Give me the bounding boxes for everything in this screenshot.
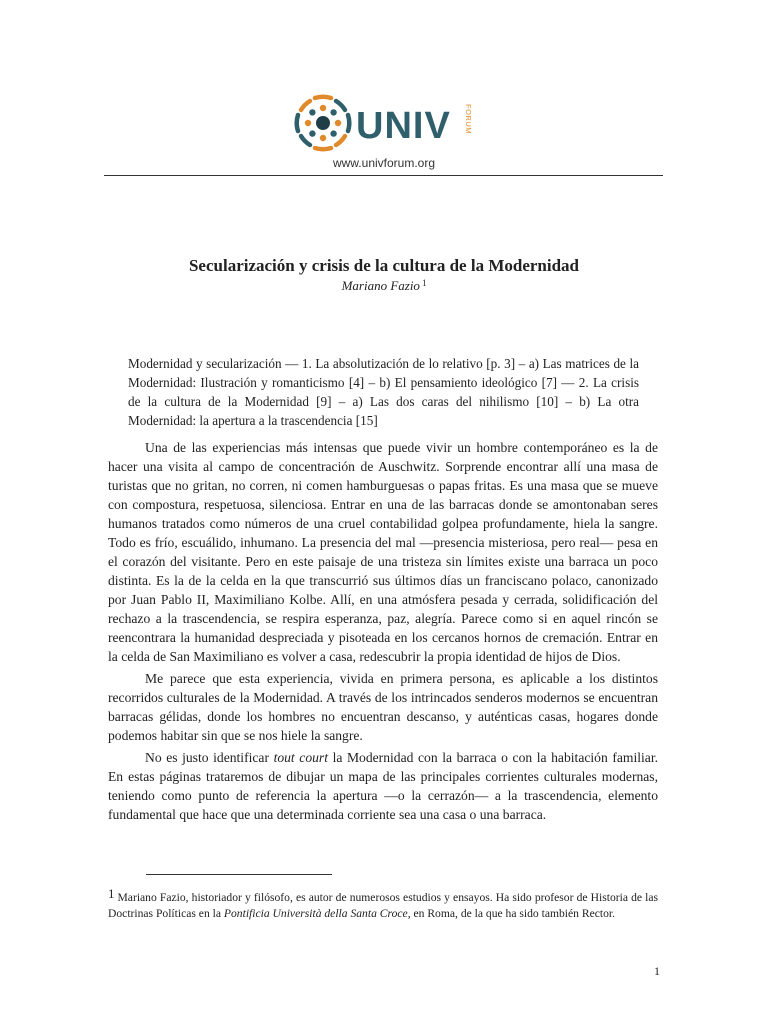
page-number: 1 — [654, 964, 660, 978]
footnote-text-end: , en Roma, de la que ha sido también Rector. — [407, 907, 616, 920]
table-of-contents-summary: Modernidad y secularización — 1. La absolutización de lo relativo [p. 3] – a) Las matrices de la Modernidad: Ilustración y romanticismo [4] – b) El pensamiento ideológico [7] — 2. La crisis de la cultura de la Modernidad [9] – a) Las dos caras del nihilismo [10] – b) La otra Modernidad: la apertura a la trascendencia [15] — [128, 356, 639, 428]
footnote — [108, 886, 658, 922]
paragraph-2: Me parece que esta experiencia, vivida en primera persona, es aplicable a los distintos recorridos culturales de la Modernidad. A través de los intrincados senderos modernos se encuentran barracas gélidas, donde los hombres no encuentran descanso, y auténticas casas, hogares donde podemos habitar sin que se nos hiele la sangre. — [108, 671, 658, 743]
paragraph-3-end: la Modernidad con la barraca o con la habitación familiar. En estas páginas trataremos de dibujar un mapa de las principales corrientes culturales modernas, teniendo como punto de referencia la apertura —o la cerrazón— a la trascendencia, elemento fundamental que hace que una determinada corriente sea una casa o una barraca. — [108, 750, 659, 822]
site-url: www.univforum.org — [332, 156, 436, 170]
paragraph-3-italic: tout court — [273, 750, 328, 765]
univ-forum-logo — [292, 92, 482, 154]
footnote-text-start: Mariano Fazio, historiador y filósofo, es autor de numerosos estudios y ensayos. Ha sido profesor de Historia de las Doctrinas Políticas en la — [108, 891, 658, 920]
footnote-divider — [146, 874, 332, 875]
paragraph-3 — [108, 748, 658, 824]
author-footnote-ref: 1 — [421, 278, 427, 288]
logo-wordmark: UNIV — [356, 105, 451, 147]
univ-forum-logo-graphic — [292, 92, 482, 154]
logo-center-dot — [316, 116, 330, 130]
footnote-text-italic: Pontificia Università della Santa Croce — [223, 907, 408, 920]
body-text — [108, 438, 658, 824]
document-title: Secularización y crisis de la cultura de la Modernidad — [188, 256, 580, 275]
paragraph-3-start: No es justo identificar — [145, 750, 274, 765]
footnote-mark: 1 — [108, 886, 115, 901]
author-name: Mariano Fazio — [341, 278, 420, 293]
document-author — [0, 278, 768, 294]
header-divider — [104, 175, 663, 176]
paragraph-1: Una de las experiencias más intensas que puede vivir un hombre contemporáneo es la de hacer una visita al campo de concentración de Auschwitz. Sorprende encontrar allí una masa de turistas que no gritan, no corren, ni comen hamburguesas o papas fritas. Es una masa que se mueve con compostura, respetuosa, silenciosa. Entrar en una de las barracas donde se amontonaban seres humanos tratados como números de una cruel contabilidad golpea profundamente, hiela la sangre. Todo es frío, escuálido, inhumano. La presencia del mal —presencia misteriosa, pero real— pesa en el corazón del visitante. Pero en este paisaje de una tristeza sin límites existe una barraca un poco distinta. Es la de la celda en la que transcurrió sus últimos días un franciscano polaco, canonizado por Juan Pablo II, Maximiliano Kolbe. Allí, en una atmósfera pesada y cerrada, solidificación del rechazo a la trascendencia, se respira esperanza, paz, alegría. Parece como si en aquel rincón se reencontrara la humanidad despreciada y pisoteada en los cercanos hornos de cremación. Entrar en la celda de San Maximiliano es volver a casa, redescubrir la propia identidad de hijos de Dios. — [108, 440, 658, 664]
logo-subtext: FORUM — [464, 104, 473, 134]
